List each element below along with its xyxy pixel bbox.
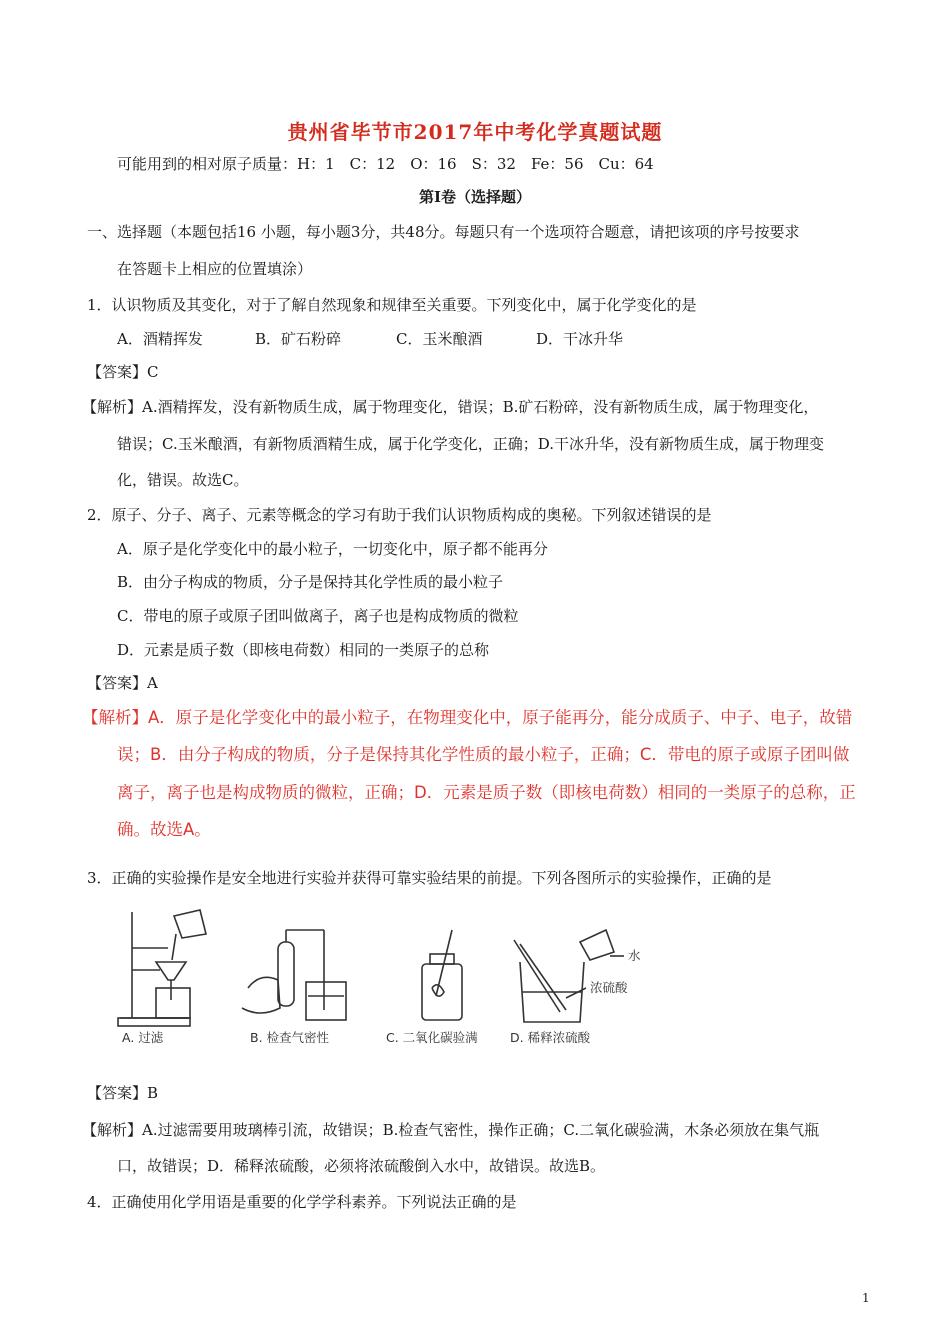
q1-option-a: A．酒精挥发 bbox=[117, 330, 203, 348]
annotation-acid: 浓硫酸 bbox=[590, 980, 628, 995]
q1-analysis-line1: 【解析】A.酒精挥发，没有新物质生成，属于物理变化，错误；B.矿石粉碎，没有新物质生成，属于物理变化， bbox=[82, 398, 819, 416]
q2-option-d: D．元素是质子数（即核电荷数）相同的一类原子的总称 bbox=[117, 641, 490, 659]
figure-label-a: A. 过滤 bbox=[122, 1030, 164, 1045]
annotation-water: 水 bbox=[628, 948, 641, 963]
q2-answer: 【答案】A bbox=[87, 674, 158, 692]
filtration-apparatus-figure bbox=[118, 910, 206, 1026]
q2-stem: 2．原子、分子、离子、元素等概念的学习有助于我们认识物质构成的奥秘。下列叙述错误的是 bbox=[87, 506, 712, 524]
q2-analysis-line4: 确。故选A。 bbox=[117, 820, 211, 839]
q2-option-c: C．带电的原子或原子团叫做离子，离子也是构成物质的微粒 bbox=[117, 607, 519, 625]
q3-analysis-line1: 【解析】A.过滤需要用玻璃棒引流，故错误；B.检查气密性，操作正确；C.二氧化碳验满，木条必须放在集气瓶 bbox=[82, 1121, 820, 1139]
co2-check-figure bbox=[422, 930, 462, 1020]
q3-answer: 【答案】B bbox=[87, 1084, 159, 1102]
part1-instruction-line2: 在答题卡上相应的位置填涂） bbox=[117, 260, 313, 278]
q1-option-c: C．玉米酿酒 bbox=[396, 330, 483, 348]
lab-operations-figure bbox=[110, 900, 670, 1060]
q2-analysis-line2: 误；B．由分子构成的物质，分子是保持其化学性质的最小粒子，正确；C．带电的原子或原子团叫做 bbox=[117, 745, 850, 764]
q4-stem: 4．正确使用化学用语是重要的化学学科素养。下列说法正确的是 bbox=[87, 1193, 517, 1211]
q2-analysis-line1: 【解析】A．原子是化学变化中的最小粒子，在物理变化中，原子能再分，能分成质子、中子、电子，故错 bbox=[82, 708, 853, 727]
figure-label-c: C. 二氧化碳验满 bbox=[386, 1030, 478, 1045]
q3-stem: 3．正确的实验操作是安全地进行实验并获得可靠实验结果的前提。下列各图所示的实验操作，正确的是 bbox=[87, 869, 772, 887]
q3-analysis-line2: 口，故错误；D．稀释浓硫酸，必须将浓硫酸倒入水中，故错误。故选B。 bbox=[117, 1157, 606, 1175]
q1-option-d: D．干冰升华 bbox=[536, 330, 624, 348]
q1-stem: 1．认识物质及其变化，对于了解自然现象和规律至关重要。下列变化中，属于化学变化的是 bbox=[87, 296, 697, 314]
atomic-masses: 可能用到的相对原子质量：H：1 C：12 O：16 S：32 Fe：56 Cu：64 bbox=[117, 155, 654, 173]
q2-option-a: A．原子是化学变化中的最小粒子，一切变化中，原子都不能再分 bbox=[117, 540, 548, 558]
q1-option-b: B．矿石粉碎 bbox=[255, 330, 342, 348]
part1-instruction-line1: 一、选择题（本题包括16 小题，每小题3分，共48分。每题只有一个选项符合题意，请把该项的序号按要求 bbox=[87, 223, 800, 241]
dilute-acid-figure bbox=[514, 930, 624, 1022]
q1-analysis-line2: 错误；C.玉米酿酒，有新物质酒精生成，属于化学变化，正确；D.干冰升华，没有新物质生成，属于物理变 bbox=[117, 435, 824, 453]
q2-analysis-line3: 离子，离子也是构成物质的微粒，正确；D．元素是质子数（即核电荷数）相同的一类原子的总称，正 bbox=[117, 783, 856, 802]
q1-answer: 【答案】C bbox=[87, 363, 159, 381]
figure-label-b: B. 检查气密性 bbox=[250, 1030, 330, 1045]
q2-option-b: B．由分子构成的物质，分子是保持其化学性质的最小粒子 bbox=[117, 573, 504, 591]
q1-analysis-line3: 化，错误。故选C。 bbox=[117, 471, 249, 489]
figure-label-d: D. 稀释浓硫酸 bbox=[510, 1030, 591, 1045]
airtightness-check-figure bbox=[242, 930, 346, 1020]
page-number: 1 bbox=[862, 1291, 870, 1305]
section-title: 第Ⅰ卷（选择题） bbox=[418, 188, 532, 206]
page-title: 贵州省毕节市2017年中考化学真题试题 bbox=[287, 120, 663, 144]
